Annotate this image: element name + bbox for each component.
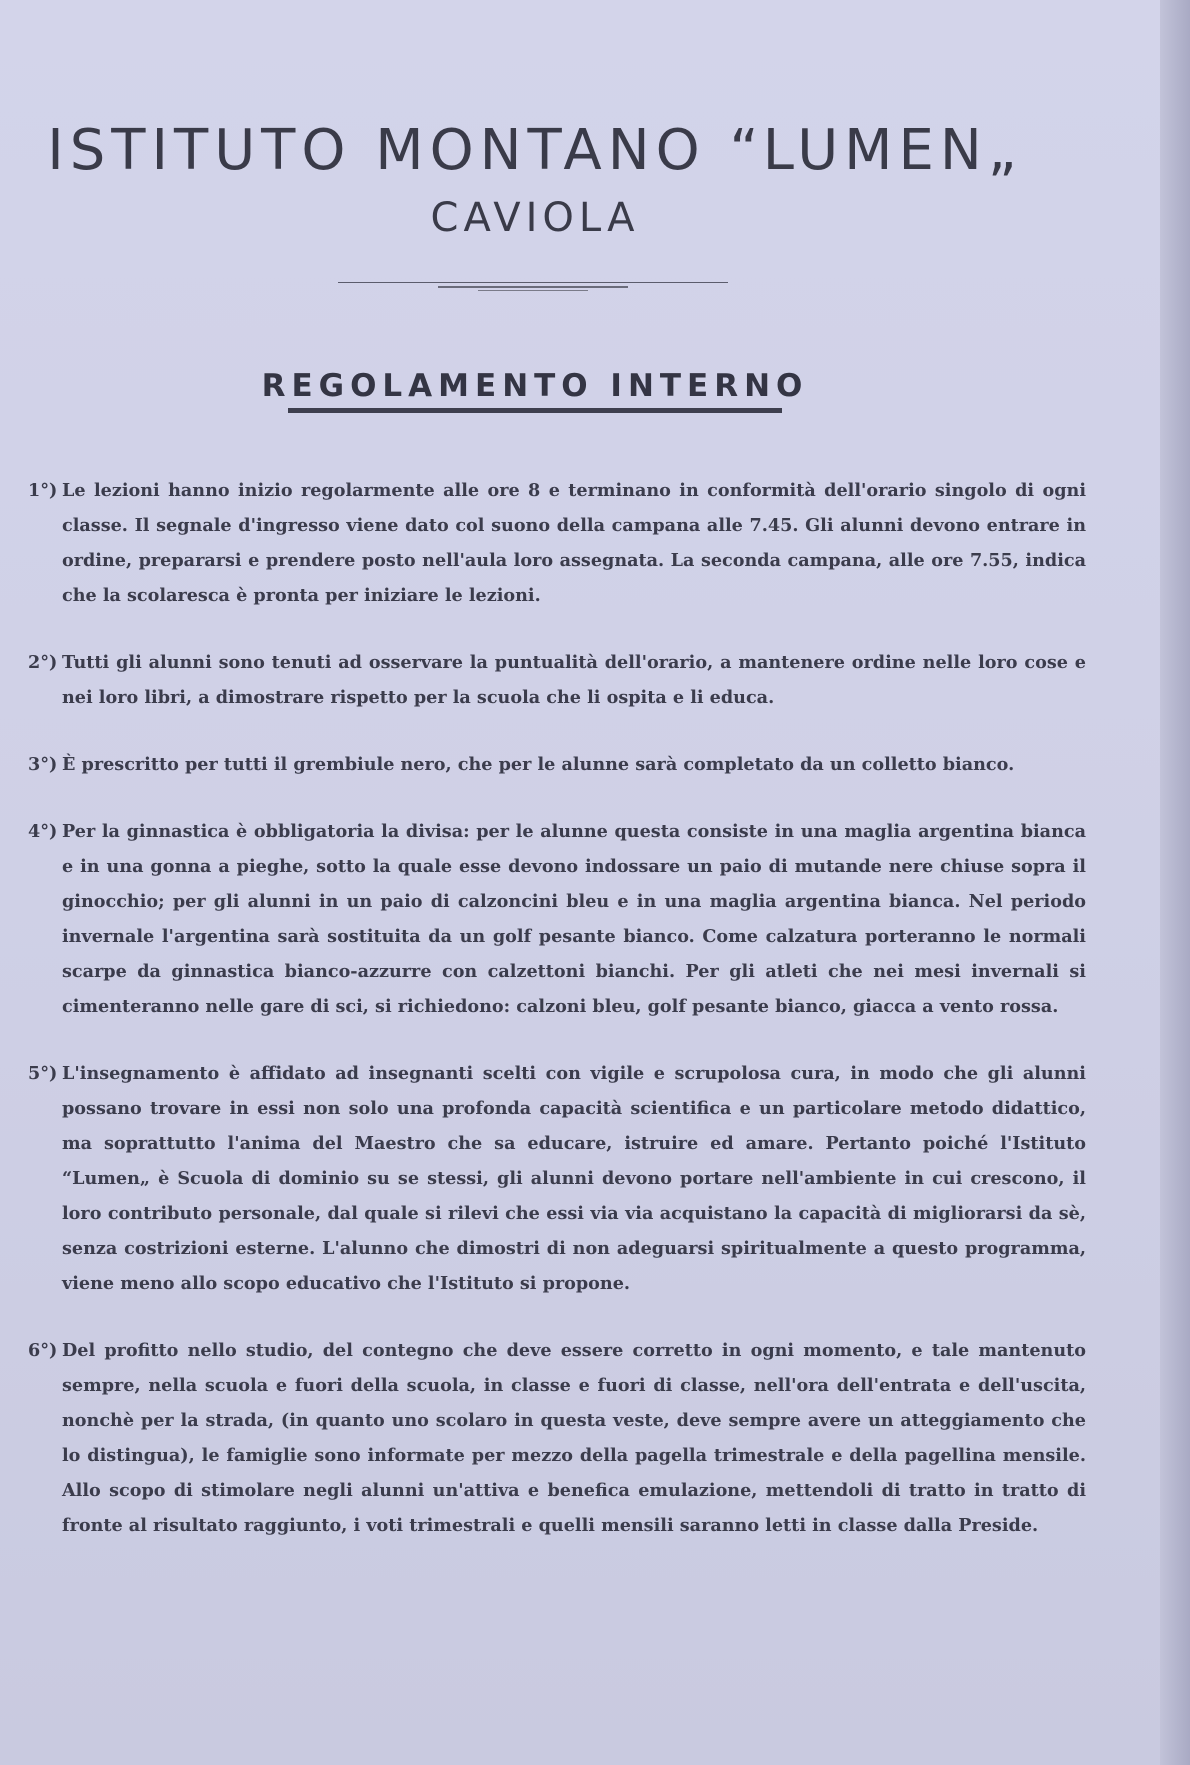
rule-item-2 [28, 645, 1086, 715]
rule-number: 6°) [28, 1340, 58, 1361]
rule-number: 1°) [28, 480, 58, 501]
institute-title: ISTITUTO MONTANO “LUMEN„ [47, 118, 1023, 183]
rule-item-3 [28, 747, 1086, 782]
rule-text: Le lezioni hanno inizio regolarmente alle ore 8 e terminano in conformità dell'orario singolo di ogni classe. Il segnale d'ingresso viene dato col suono della campana alle 7.45. Gli alunni devono entrare in ordine, prepararsi e prendere posto nell'aula loro assegnata. La seconda campana, alle ore 7.55, indica che la scolaresca è pronta per iniziare le lezioni. [62, 480, 1086, 606]
rule-text: Tutti gli alunni sono tenuti ad osservare la puntualità dell'orario, a mantenere ordine nelle loro cose e nei loro libri, a dimostrare rispetto per la scuola che li ospita e li educa. [62, 652, 1086, 708]
header-divider [338, 280, 728, 294]
section-underline [288, 408, 782, 413]
rule-item-4 [28, 814, 1086, 1024]
rule-number: 5°) [28, 1063, 58, 1084]
rule-item-1 [28, 473, 1086, 613]
divider-line-bottom [478, 290, 588, 291]
rules-list [28, 473, 1086, 1575]
rule-item-5 [28, 1056, 1086, 1301]
divider-line-top [338, 282, 728, 283]
divider-line-middle [438, 286, 628, 288]
section-title: REGOLAMENTO INTERNO [261, 368, 809, 404]
rule-text: Per la ginnastica è obbligatoria la divisa: per le alunne questa consiste in una maglia argentina bianca e in una gonna a pieghe, sotto la quale esse devono indossare un paio di mutande nere chiuse sopra il ginocchio; per gli alunni in un paio di calzoncini bleu e in una maglia argentina bianca. Nel periodo invernale l'argentina sarà sostituita da un golf pesante bianco. Come calzatura porteranno le normali scarpe da ginnastica bianco-azzurre con calzettoni bianchi. Per gli atleti che nei mesi invernali si cimenteranno nelle gare di sci, si richiedono: calzoni bleu, golf pesante bianco, giacca a vento rossa. [62, 821, 1086, 1017]
rule-item-6 [28, 1333, 1086, 1543]
institute-place: CAVIOLA [430, 194, 640, 241]
rule-text: È prescritto per tutti il grembiule nero, che per le alunne sarà completato da un colletto bianco. [62, 754, 1015, 775]
rule-text: Del profitto nello studio, del contegno che deve essere corretto in ogni momento, e tale mantenuto sempre, nella scuola e fuori della scuola, in classe e fuori di classe, nell'ora dell'entrata e dell'uscita, nonchè per la strada, (in quanto uno scolaro in questa veste, deve sempre avere un atteggiamento che lo distingua), le famiglie sono informate per mezzo della pagella trimestrale e della pagellina mensile. Allo scopo di stimolare negli alunni un'attiva e benefica emulazione, mettendoli di tratto in tratto di fronte al risultato raggiunto, i voti trimestrali e quelli mensili saranno letti in classe dalla Preside. [62, 1340, 1086, 1536]
document-header [0, 120, 1070, 240]
rule-number: 2°) [28, 652, 58, 673]
rule-number: 3°) [28, 754, 58, 775]
rule-number: 4°) [28, 821, 58, 842]
page-edge-shadow [1160, 0, 1190, 1765]
rule-text: L'insegnamento è affidato ad insegnanti scelti con vigile e scrupolosa cura, in modo che gli alunni possano trovare in essi non solo una profonda capacità scientifica e un particolare metodo didattico, ma soprattutto l'anima del Maestro che sa educare, istruire ed amare. Pertanto poiché l'Istituto “Lumen„ è Scuola di dominio su se stessi, gli alunni devono portare nell'ambiente in cui crescono, il loro contributo personale, dal quale si rilevi che essi via via acquistano la capacità di migliorarsi da sè, senza costrizioni esterne. L'alunno che dimostri di non adeguarsi spiritualmente a questo programma, viene meno allo scopo educativo che l'Istituto si propone. [62, 1063, 1086, 1294]
